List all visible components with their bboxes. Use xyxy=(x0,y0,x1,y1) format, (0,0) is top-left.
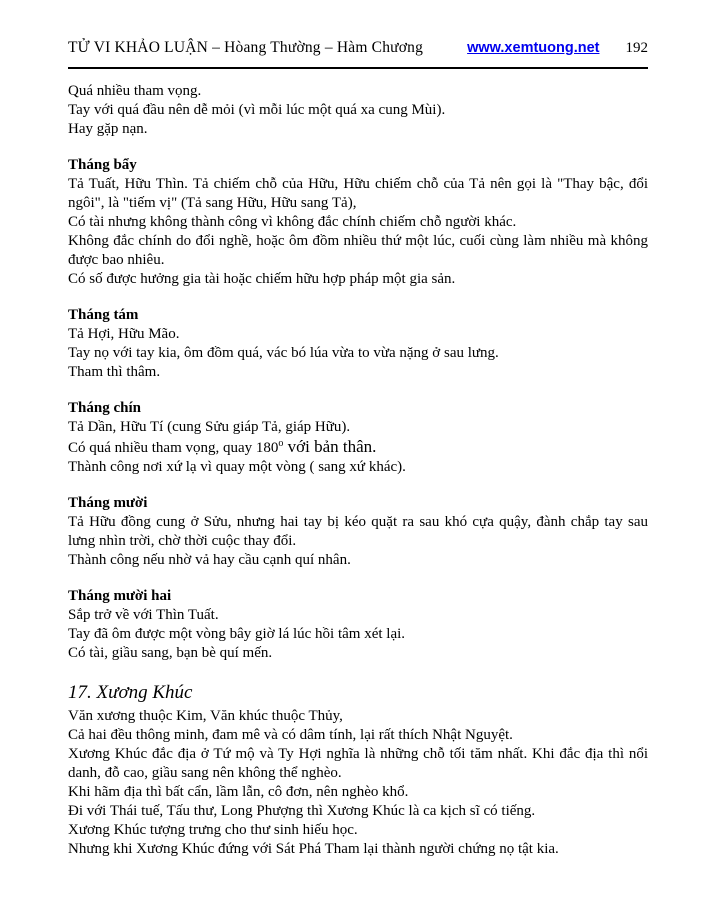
section-heading: Tháng chín xyxy=(68,400,141,416)
paragraph: Văn xương thuộc Kim, Văn khúc thuộc Thủy, xyxy=(68,708,343,724)
paragraph: Tả Hợi, Hữu Mão. xyxy=(68,326,180,342)
section-heading: Tháng mười hai xyxy=(68,588,172,604)
paragraph: Sắp trở về với Thìn Tuất. xyxy=(68,607,219,623)
paragraph: Có tài nhưng không thành công vì không đắc chính chiếm chỗ người khác. xyxy=(68,214,517,230)
paragraph: Tả Hữu đồng cung ở Sửu, nhưng hai tay bị kéo quặt ra sau khó cựa quậy, đành chắp tay sau lưng nhìn trời, chờ thời cuộc thay đổi. xyxy=(68,514,648,549)
paragraph: Có số được hưởng gia tài hoặc chiếm hữu hợp pháp một gia sản. xyxy=(68,271,456,287)
section-heading: Tháng bẩy xyxy=(68,157,137,173)
section-thang-muoi-hai xyxy=(68,587,648,663)
section-heading: Tháng tám xyxy=(68,307,139,323)
chapter-heading: 17. Xương Khúc xyxy=(68,682,193,703)
section-xuong-khuc xyxy=(68,680,648,859)
header-rule xyxy=(68,67,648,69)
section-thang-chin xyxy=(68,399,648,477)
paragraph: Tay với quá đầu nên dễ mỏi (vì mỗi lúc một quá xa cung Mùi). xyxy=(68,102,446,118)
section-thang-tam xyxy=(68,306,648,382)
section-intro-continuation xyxy=(68,82,648,139)
paragraph: Xương Khúc tượng trưng cho thư sinh hiếu học. xyxy=(68,822,358,838)
paragraph: Tham thì thâm. xyxy=(68,364,161,380)
paragraph: Hay gặp nạn. xyxy=(68,121,148,137)
section-heading: Tháng mười xyxy=(68,495,148,511)
section-thang-bay xyxy=(68,156,648,289)
paragraph: Tả Dần, Hữu Tí (cung Sửu giáp Tả, giáp Hữu). xyxy=(68,419,351,435)
degree-line-prefix: Có quá nhiều tham vọng, quay 180 xyxy=(68,440,279,456)
paragraph: Tả Tuất, Hữu Thìn. Tả chiếm chỗ của Hữu, Hữu chiếm chỗ của Tả nên gọi là "Thay bậc, đổi ngôi", là "tiếm vị" (Tả sang Hữu, Hữu sang Tả), xyxy=(68,176,648,211)
paragraph: Đi với Thái tuế, Tấu thư, Long Phượng thì Xương Khúc là ca kịch sĩ có tiếng. xyxy=(68,803,536,819)
degree-line-suffix: với bản thân. xyxy=(283,437,377,456)
paragraph: Tay nọ với tay kia, ôm đồm quá, vác bó lúa vừa to vừa nặng ở sau lưng. xyxy=(68,345,499,361)
page-header xyxy=(68,38,648,58)
paragraph: Thành công nếu nhờ vả hay cầu cạnh quí nhân. xyxy=(68,552,351,568)
page-number: 192 xyxy=(625,40,648,56)
paragraph: Thành công nơi xứ lạ vì quay một vòng ( sang xứ khác). xyxy=(68,459,406,475)
paragraph: Tay đã ôm được một vòng bây giờ lá lúc hồi tâm xét lại. xyxy=(68,626,406,642)
paragraph: Cả hai đều thông minh, đam mê và có dâm tính, lại rất thích Nhật Nguyệt. xyxy=(68,727,513,743)
paragraph: Khi hãm địa thì bất cẩn, lầm lẫn, cô đơn, nên nghèo khổ. xyxy=(68,784,409,800)
website-link[interactable]: www.xemtuong.net xyxy=(467,40,600,56)
document-body xyxy=(68,82,648,859)
section-thang-muoi xyxy=(68,494,648,570)
paragraph: Không đắc chính do đổi nghề, hoặc ôm đồm nhiều thứ một lúc, cuối cùng làm nhiều mà không được bao nhiêu. xyxy=(68,233,648,268)
header-right-group xyxy=(467,39,648,58)
paragraph: Xương Khúc đắc địa ở Tứ mộ và Ty Hợi nghĩa là những chỗ tối tăm nhất. Khi đắc địa thì nổi danh, đỗ cao, giầu sang nên không thể nghèo. xyxy=(68,746,648,781)
degree-superscript: o xyxy=(278,438,284,449)
header-title: TỬ VI KHẢO LUẬN – Hòang Thường – Hàm Chương xyxy=(68,39,424,56)
paragraph-with-degree xyxy=(68,437,648,458)
paragraph: Quá nhiều tham vọng. xyxy=(68,83,202,99)
paragraph: Có tài, giầu sang, bạn bè quí mến. xyxy=(68,645,273,661)
paragraph: Nhưng khi Xương Khúc đứng với Sát Phá Tham lại thành người chứng nọ tật kia. xyxy=(68,841,559,857)
